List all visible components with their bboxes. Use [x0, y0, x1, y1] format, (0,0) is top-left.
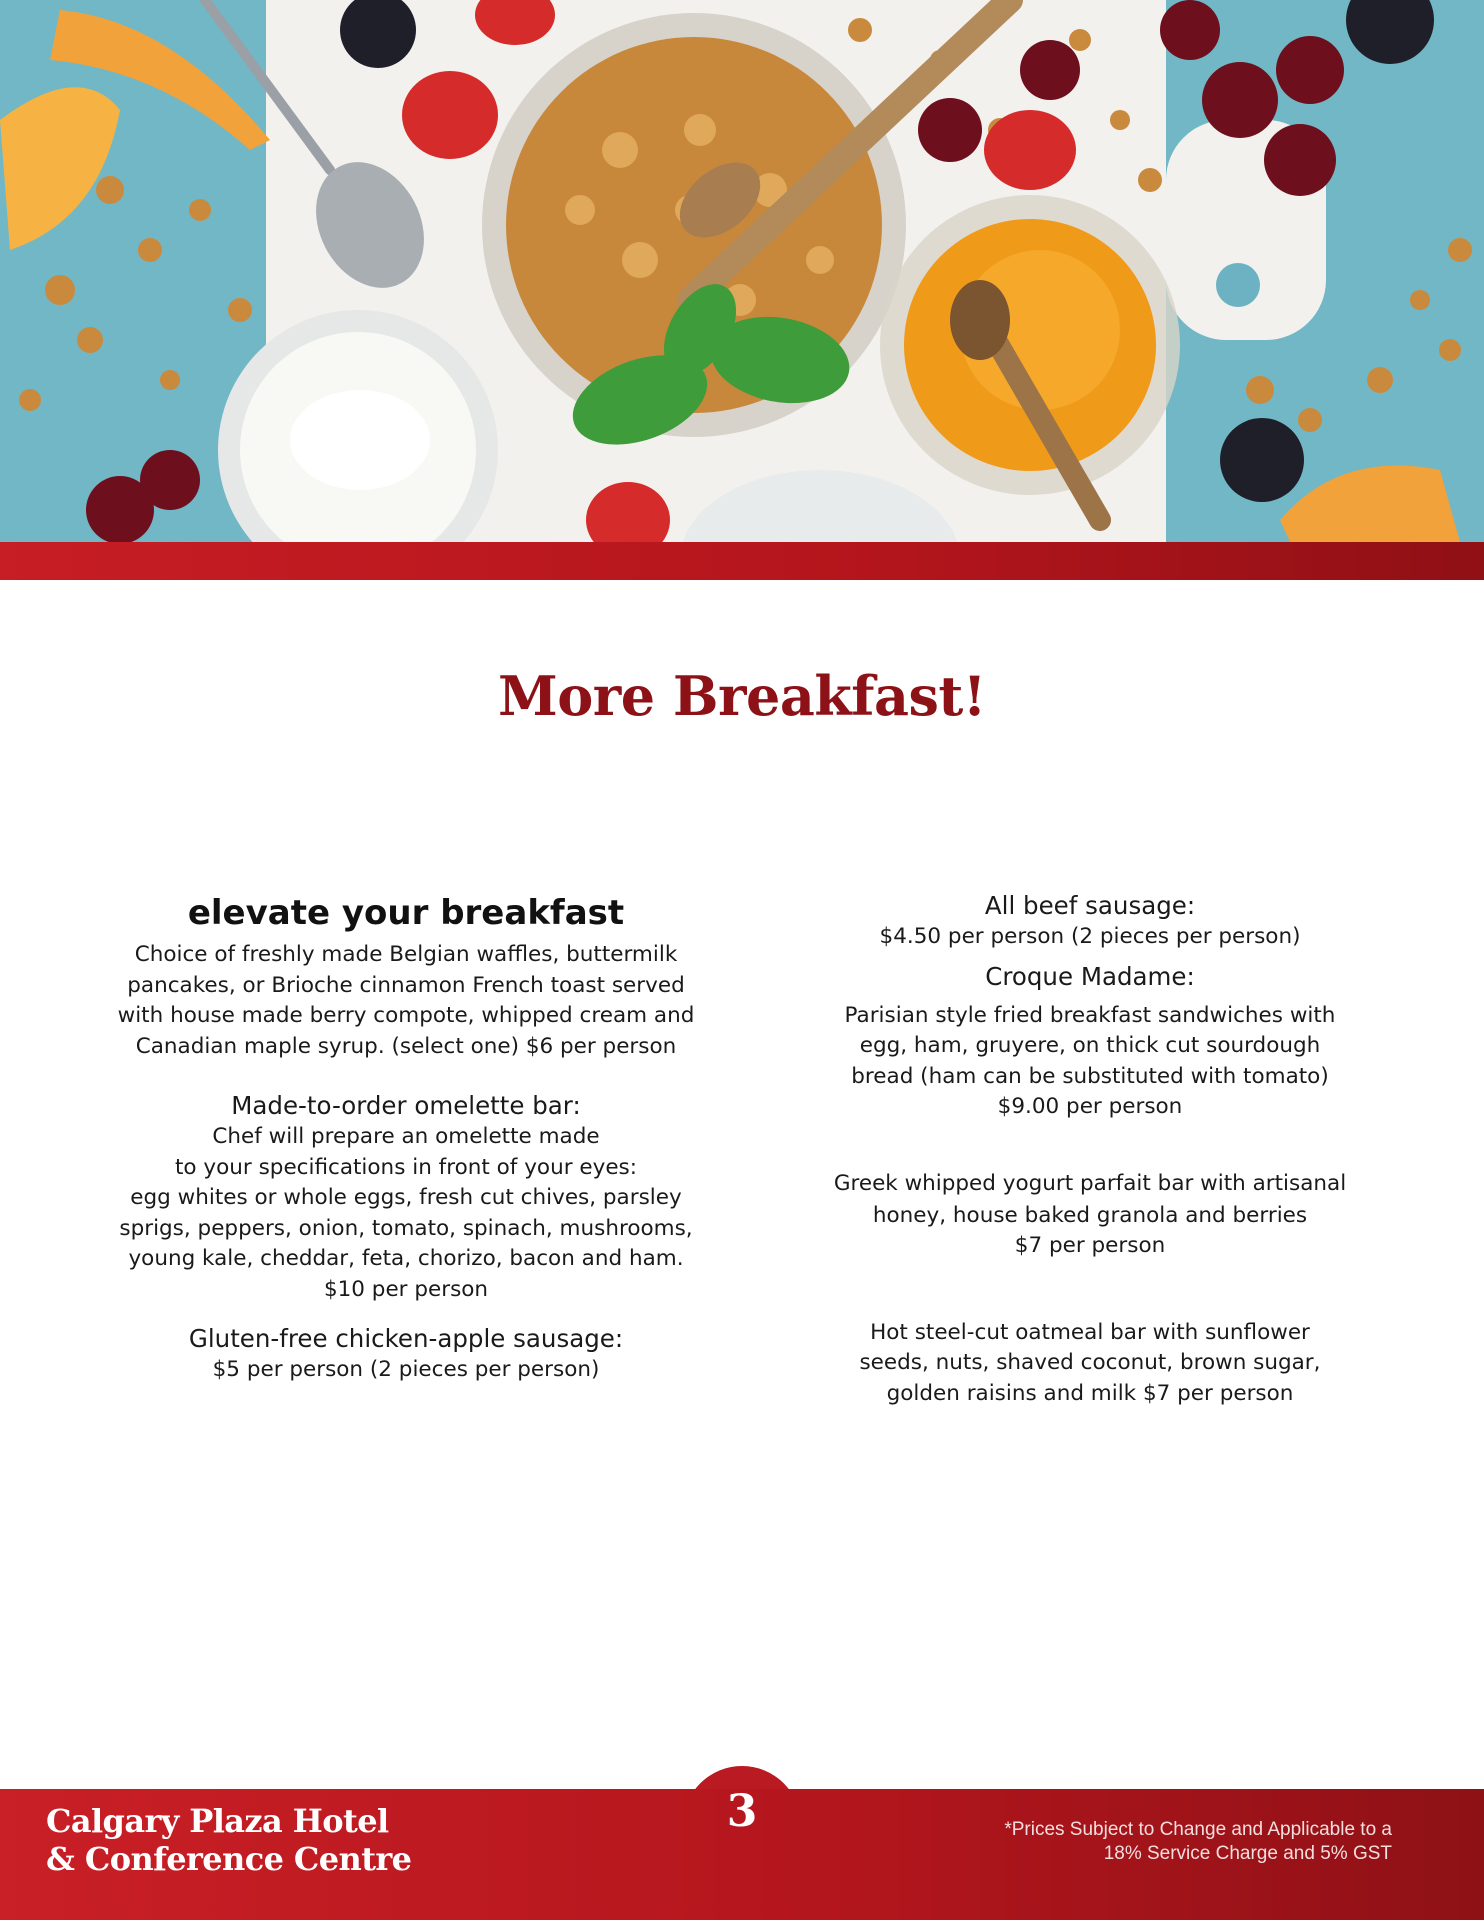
yogurt-price: $7 per person — [1014, 1233, 1166, 1258]
beef-sausage-price: $4.50 per person (2 pieces per person) — [879, 924, 1301, 949]
hero-red-band — [0, 542, 1484, 580]
disclaimer-line: 18% Service Charge and 5% GST — [1103, 1843, 1392, 1864]
croque-line: bread (ham can be substituted with tomato) — [851, 1063, 1329, 1089]
hotel-brand-logo — [46, 1802, 411, 1878]
omelette-line: Chef will prepare an omelette made — [212, 1124, 600, 1149]
croque-madame-heading: Croque Madame: — [985, 961, 1195, 991]
right-menu-column — [790, 890, 1390, 1409]
yogurt-line: Greek whipped yogurt parfait bar with artisanal — [833, 1170, 1347, 1196]
omelette-item — [84, 1090, 728, 1305]
yogurt-line: honey, house baked granola and berries — [872, 1202, 1308, 1228]
yogurt-parfait-item — [790, 1167, 1390, 1262]
omelette-line: young kale, cheddar, feta, chorizo, bacon and ham. — [128, 1246, 684, 1271]
waffles-line: Canadian maple syrup. (select one) $6 per person — [135, 1033, 677, 1059]
section-heading: elevate your breakfast — [187, 893, 625, 933]
omelette-line: egg whites or whole eggs, fresh cut chives, parsley — [130, 1185, 682, 1210]
waffles-line: pancakes, or Brioche cinnamon French toast served — [127, 972, 685, 998]
chicken-sausage-item — [84, 1323, 728, 1386]
omelette-line: sprigs, peppers, onion, tomato, spinach, mushrooms, — [119, 1215, 693, 1241]
hero-breakfast-photo — [0, 0, 1484, 542]
waffles-line: Choice of freshly made Belgian waffles, buttermilk — [134, 942, 678, 967]
omelette-price: $10 per person — [323, 1276, 489, 1302]
beef-sausage-item — [790, 890, 1390, 953]
brand-line: & Conference Centre — [46, 1840, 412, 1878]
oatmeal-line: Hot steel-cut oatmeal bar with sunflower — [870, 1319, 1310, 1345]
page-title: More Breakfast! — [497, 664, 987, 728]
omelette-line: to your specifications in front of your eyes: — [175, 1154, 637, 1180]
oatmeal-line: golden raisins and milk $7 per person — [886, 1380, 1294, 1406]
oatmeal-line: seeds, nuts, shaved coconut, brown sugar, — [859, 1350, 1321, 1375]
omelette-heading: Made-to-order omelette bar: — [231, 1091, 581, 1120]
waffles-item — [84, 940, 728, 1062]
croque-line: egg, ham, gruyere, on thick cut sourdough — [859, 1033, 1321, 1058]
oatmeal-bar-item — [790, 1318, 1390, 1410]
page-number: 3 — [726, 1786, 758, 1837]
chicken-sausage-price: $5 per person (2 pieces per person) — [212, 1357, 600, 1382]
hero-illustration — [0, 0, 1484, 542]
croque-line: Parisian style fried breakfast sandwiches with — [844, 1002, 1336, 1028]
price-disclaimer — [1004, 1818, 1392, 1866]
disclaimer-line: *Prices Subject to Change and Applicable to a — [1004, 1819, 1392, 1840]
croque-price: $9.00 per person — [997, 1094, 1183, 1119]
brand-line: Calgary Plaza Hotel — [46, 1802, 389, 1840]
waffles-line: with house made berry compote, whipped cream and — [117, 1003, 695, 1028]
chicken-sausage-heading: Gluten-free chicken-apple sausage: — [188, 1324, 624, 1353]
croque-madame-item — [790, 961, 1390, 1123]
beef-sausage-heading: All beef sausage: — [984, 891, 1196, 920]
left-menu-column — [84, 890, 728, 1386]
